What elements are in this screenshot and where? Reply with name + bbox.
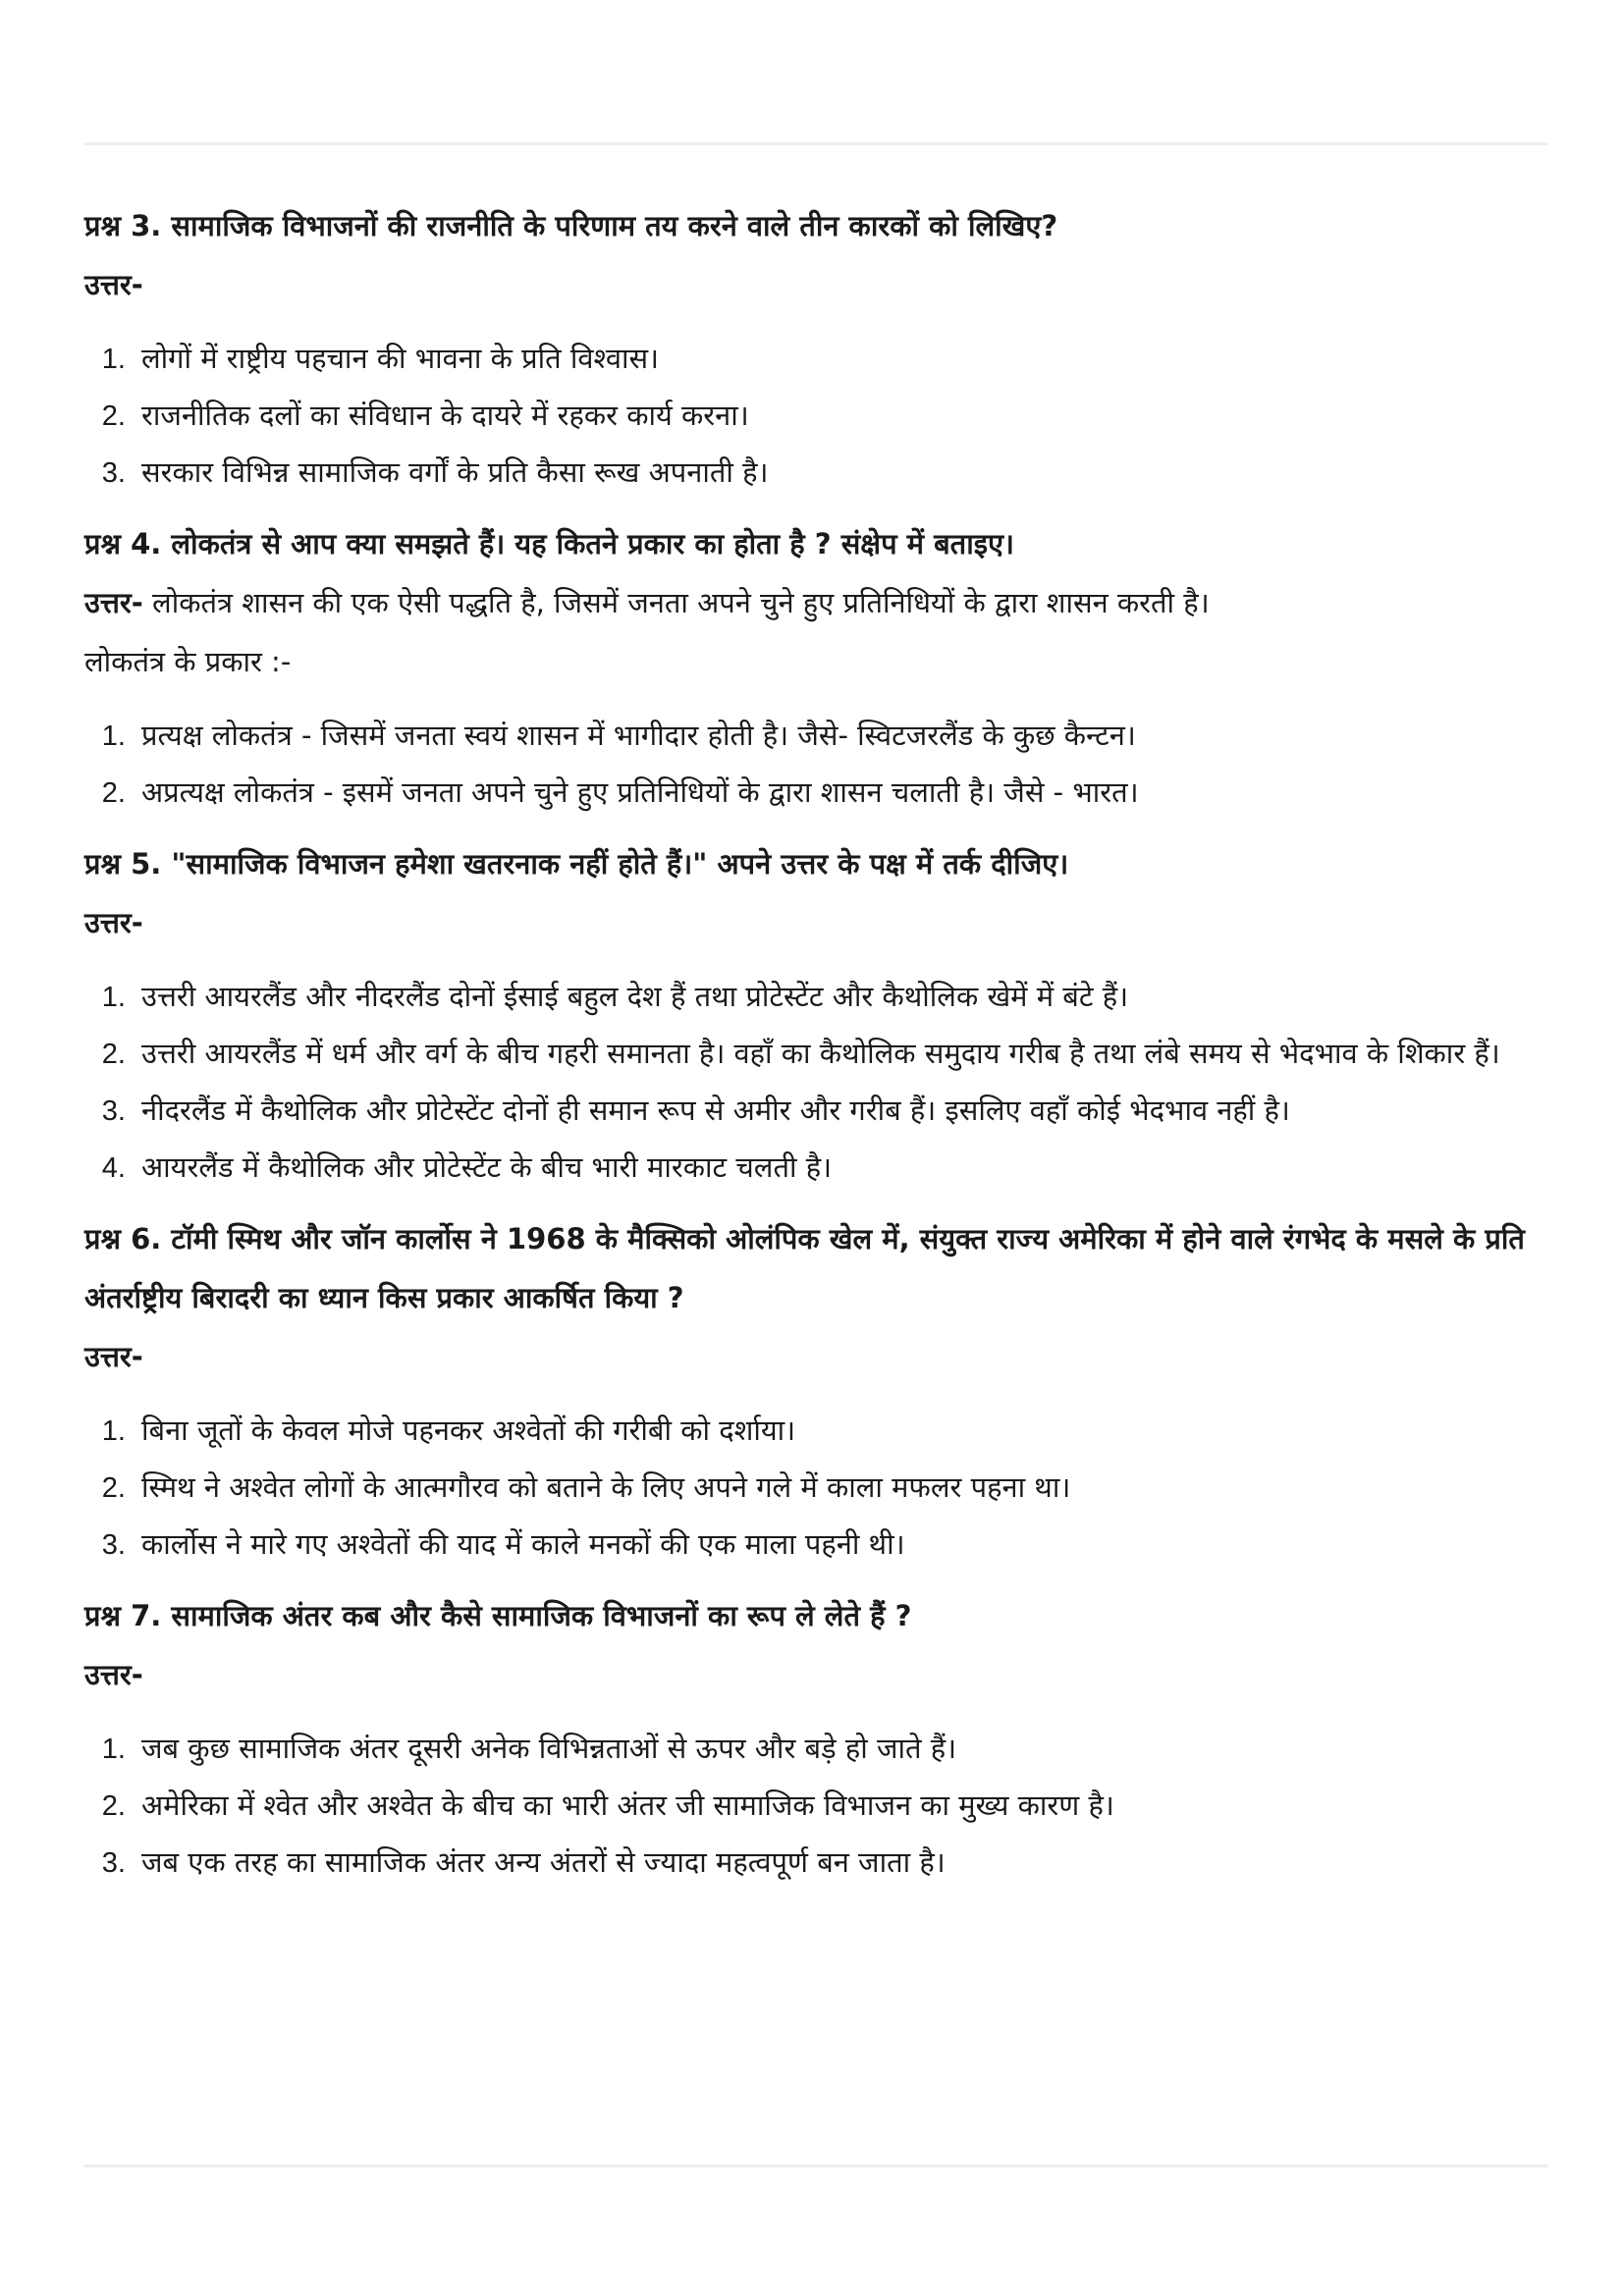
list-item: 1. उत्तरी आयरलैंड और नीदरलैंड दोनों ईसाई बहुल देश हैं तथा प्रोटेस्टेंट और कैथोलिक खेमें में बंटे हैं। bbox=[134, 968, 1538, 1025]
answer-5-label: उत्तर- bbox=[84, 906, 143, 939]
answer-6-list bbox=[84, 1402, 1538, 1573]
answer-4-line bbox=[84, 573, 1538, 632]
bottom-divider bbox=[84, 2164, 1547, 2167]
question-block-5 bbox=[84, 834, 1538, 1196]
list-item: 3. नीदरलैंड में कैथोलिक और प्रोटेस्टेंट दोनों ही समान रूप से अमीर और गरीब हैं। इसलिए वहाँ कोई भेदभाव नहीं है। bbox=[134, 1082, 1538, 1139]
answer-7-label-line bbox=[84, 1645, 1538, 1704]
page-content bbox=[84, 196, 1538, 1904]
list-item: 3. कार्लोस ने मारे गए अश्वेतों की याद में काले मनकों की एक माला पहनी थी। bbox=[134, 1516, 1538, 1573]
question-block-7 bbox=[84, 1586, 1538, 1891]
answer-3-list bbox=[84, 330, 1538, 501]
list-item: 4. आयरलैंड में कैथोलिक और प्रोटेस्टेंट के बीच भारी मारकाट चलती है। bbox=[134, 1139, 1538, 1196]
list-item: 1. प्रत्यक्ष लोकतंत्र - जिसमें जनता स्वयं शासन में भागीदार होती है। जैसे- स्विटजरलैंड के कुछ कैन्टन। bbox=[134, 707, 1538, 764]
answer-3-label-line bbox=[84, 255, 1538, 314]
list-item: 3. जब एक तरह का सामाजिक अंतर अन्य अंतरों से ज्यादा महत्वपूर्ण बन जाता है। bbox=[134, 1834, 1538, 1891]
question-6-text: प्रश्न 6. टॉमी स्मिथ और जॉन कार्लोस ने 1968 के मैक्सिको ओलंपिक खेल में, संयुक्त राज्य अमेरिका में होने वाले रंगभेद के मसले के प्रति अंतर्राष्ट्रीय बिरादरी का ध्यान किस प्रकार आकर्षित किया ? bbox=[84, 1222, 1525, 1314]
answer-7-label: उत्तर- bbox=[84, 1658, 143, 1691]
answer-6-label: उत्तर- bbox=[84, 1340, 143, 1373]
question-3-text: प्रश्न 3. सामाजिक विभाजनों की राजनीति के परिणाम तय करने वाले तीन कारकों को लिखिए? bbox=[84, 209, 1058, 242]
question-block-4 bbox=[84, 514, 1538, 821]
answer-3-label: उत्तर- bbox=[84, 268, 143, 301]
answer-6-label-line bbox=[84, 1327, 1538, 1386]
answer-4-text: लोकतंत्र शासन की एक ऐसी पद्धति है, जिसमें जनता अपने चुने हुए प्रतिनिधियों के द्वारा शासन करती है। bbox=[142, 586, 1210, 619]
answer-7-list bbox=[84, 1720, 1538, 1891]
answer-5-list bbox=[84, 968, 1538, 1196]
answer-4-label: उत्तर- bbox=[84, 586, 143, 619]
top-divider bbox=[84, 142, 1547, 145]
question-5-text: प्रश्न 5. "सामाजिक विभाजन हमेशा खतरनाक नहीं होते हैं।" अपने उत्तर के पक्ष में तर्क दीजिए। bbox=[84, 847, 1069, 881]
list-item: 1. बिना जूतों के केवल मोजे पहनकर अश्वेतों की गरीबी को दर्शाया। bbox=[134, 1402, 1538, 1459]
list-item: 3. सरकार विभिन्न सामाजिक वर्गों के प्रति कैसा रूख अपनाती है। bbox=[134, 444, 1538, 501]
answer-4-types-heading: लोकतंत्र के प्रकार :- bbox=[84, 645, 292, 678]
list-item: 2. राजनीतिक दलों का संविधान के दायरे में रहकर कार्य करना। bbox=[134, 387, 1538, 444]
list-item: 2. स्मिथ ने अश्वेत लोगों के आत्मगौरव को बताने के लिए अपने गले में काला मफलर पहना था। bbox=[134, 1459, 1538, 1516]
question-block-3 bbox=[84, 196, 1538, 501]
answer-4-list bbox=[84, 707, 1538, 821]
list-item: 1. जब कुछ सामाजिक अंतर दूसरी अनेक विभिन्नताओं से ऊपर और बड़े हो जाते हैं। bbox=[134, 1720, 1538, 1777]
list-item: 2. अमेरिका में श्वेत और अश्वेत के बीच का भारी अंतर जी सामाजिक विभाजन का मुख्य कारण है। bbox=[134, 1777, 1538, 1834]
list-item: 1. लोगों में राष्ट्रीय पहचान की भावना के प्रति विश्वास। bbox=[134, 330, 1538, 387]
question-7-text: प्रश्न 7. सामाजिक अंतर कब और कैसे सामाजिक विभाजनों का रूप ले लेते हैं ? bbox=[84, 1599, 912, 1632]
question-block-6 bbox=[84, 1209, 1538, 1573]
list-item: 2. उत्तरी आयरलैंड में धर्म और वर्ग के बीच गहरी समानता है। वहाँ का कैथोलिक समुदाय गरीब है तथा लंबे समय से भेदभाव के शिकार हैं। bbox=[134, 1025, 1538, 1082]
list-item: 2. अप्रत्यक्ष लोकतंत्र - इसमें जनता अपने चुने हुए प्रतिनिधियों के द्वारा शासन चलाती है। जैसे - भारत। bbox=[134, 764, 1538, 821]
answer-5-label-line bbox=[84, 893, 1538, 952]
question-4-text: प्रश्न 4. लोकतंत्र से आप क्या समझते हैं। यह कितने प्रकार का होता है ? संक्षेप में बताइए। bbox=[84, 527, 1014, 561]
